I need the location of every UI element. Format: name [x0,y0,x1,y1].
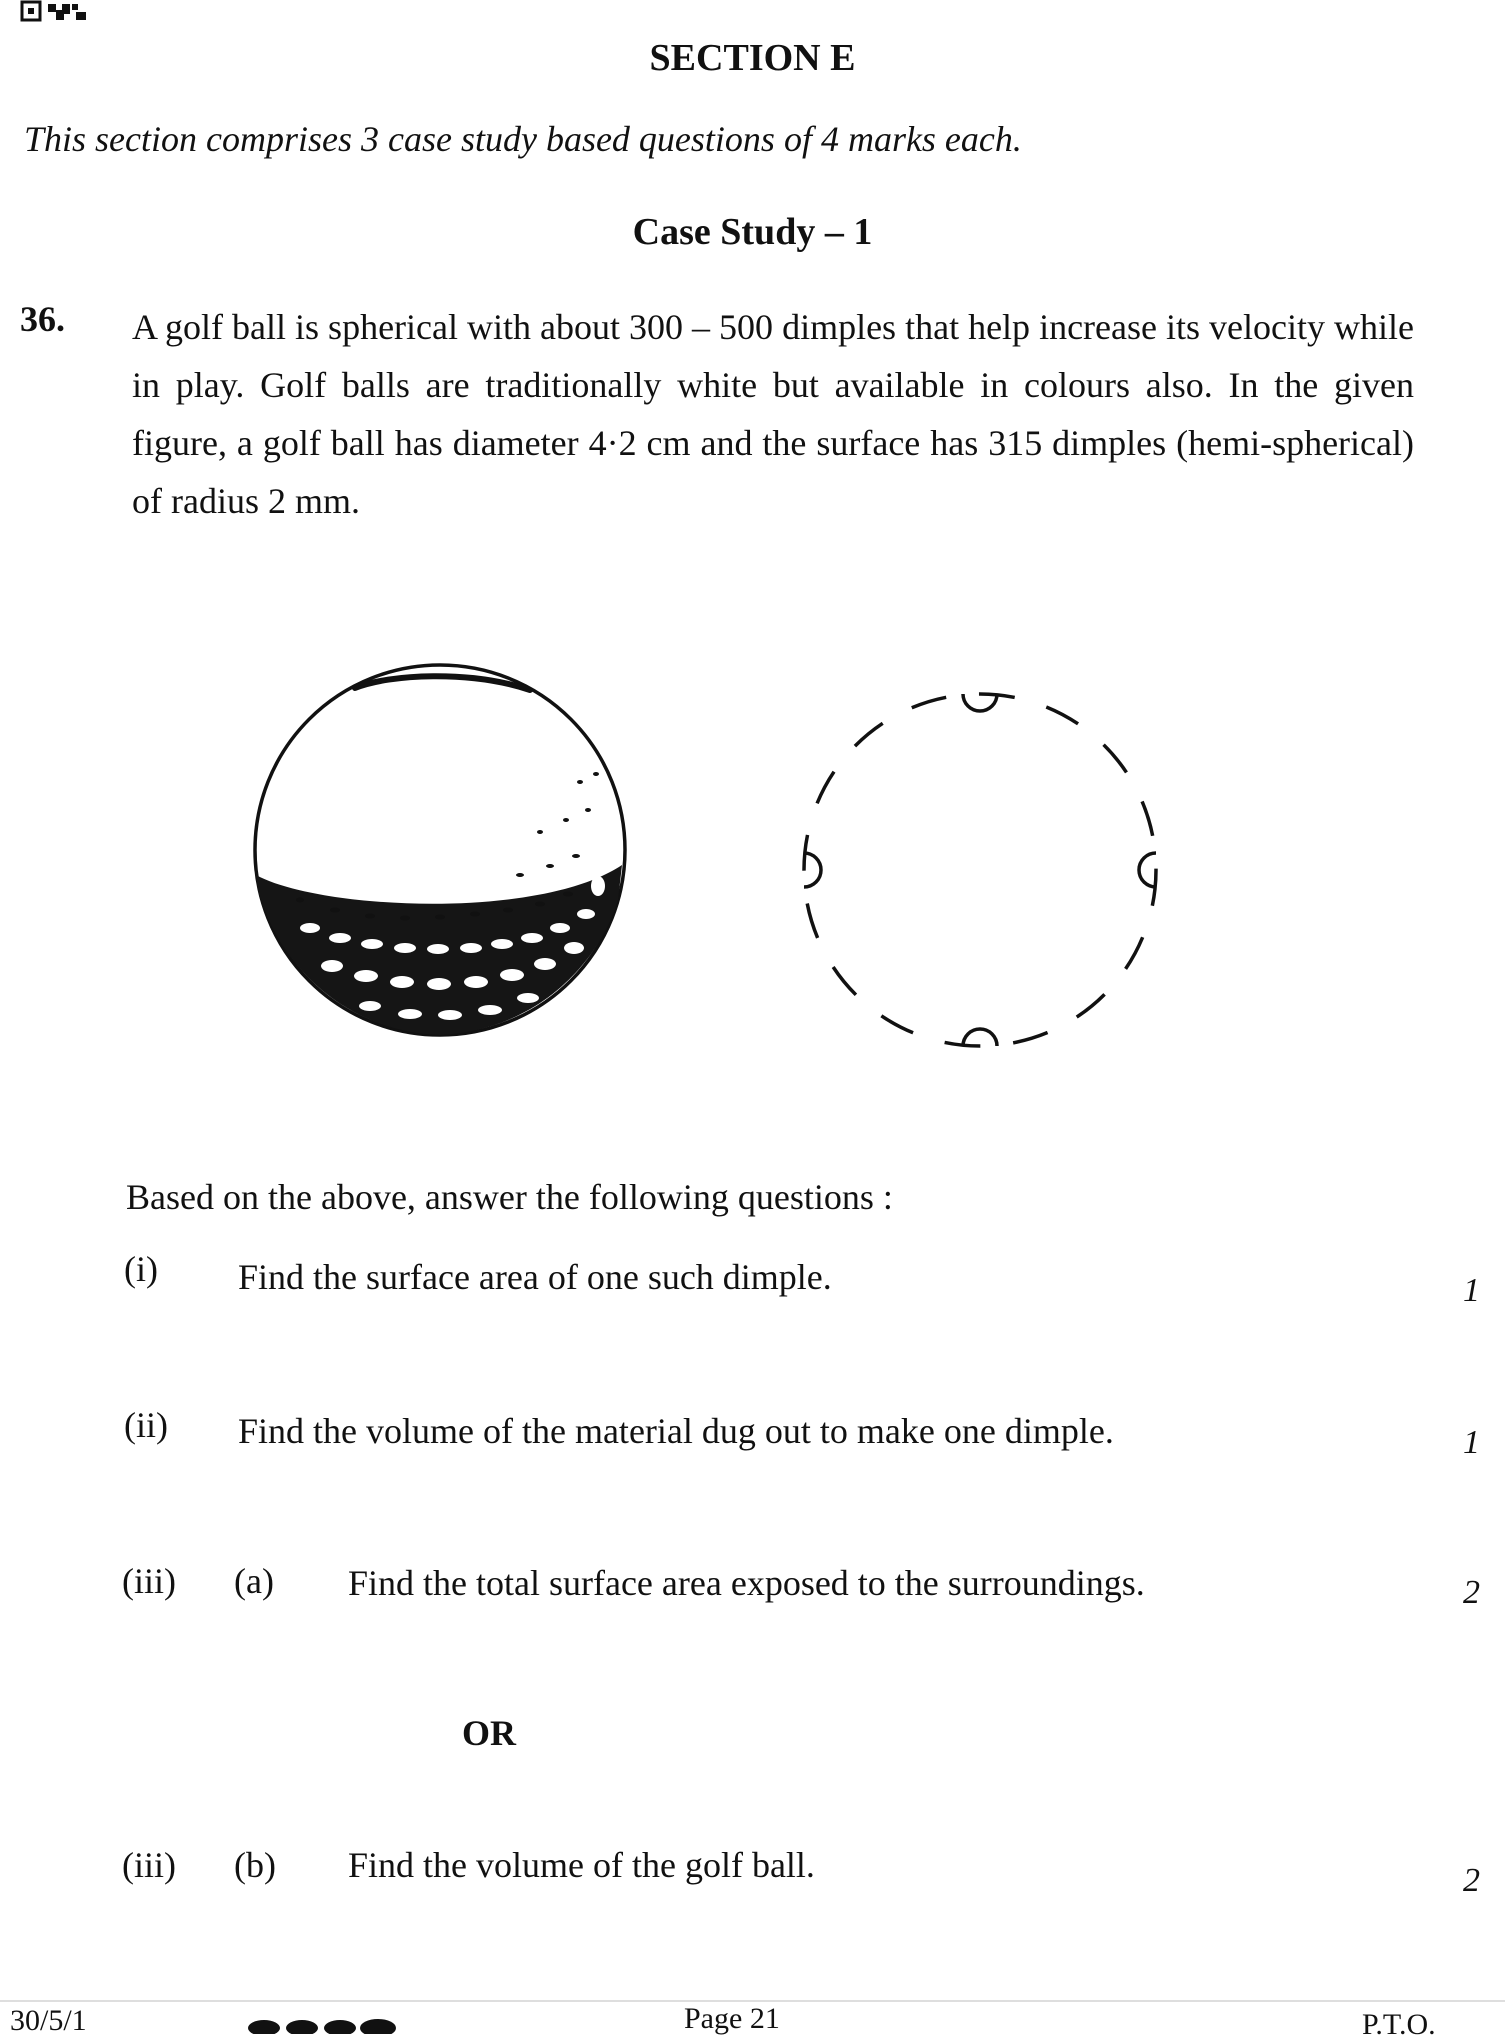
questions-lead: Based on the above, answer the following questions : [126,1177,893,1217]
q3a-marks: 2 [1463,1574,1480,1611]
case-study-paragraph: A golf ball is spherical with about 300 – 500 dimples that help increase its velocity while in play. Golf balls are traditionally white but available in colours also. In the given figure, a golf ball has diameter 4·2 cm and the surface has 315 dimples (hemi-spherical) of radius 2 mm. [132,307,1414,521]
page-number: Page 21 [684,2002,780,2035]
q1-marks: 1 [1463,1272,1480,1309]
q3a-text: Find the total surface area exposed to the surroundings. [348,1563,1145,1603]
barcode-dots-icon [244,2010,404,2034]
q1-label: (i) [124,1249,158,1289]
case-study-title: Case Study – 1 [632,211,873,253]
or-divider: OR [462,1713,516,1753]
q1-text: Find the surface area of one such dimple. [238,1257,832,1297]
qr-code-icon [20,0,90,22]
pto-label: P.T.O. [1362,2008,1436,2041]
section-title: SECTION E [649,37,856,79]
golf-ball-icon [255,665,625,1035]
paper-code: 30/5/1 [10,2004,87,2037]
q2-label: (ii) [124,1405,168,1445]
q2-marks: 1 [1463,1424,1480,1461]
q2-text: Find the volume of the material dug out to make one dimple. [238,1411,1114,1451]
q3b-sub: (b) [234,1845,276,1885]
question-number: 36. [20,299,65,339]
golf-ball-figure [240,660,1200,1110]
q3a-sub: (a) [234,1561,274,1601]
dimpled-cross-section-icon [804,694,1156,1046]
q3b-text: Find the volume of the golf ball. [348,1845,815,1885]
q3b-marks: 2 [1463,1862,1480,1899]
q3a-label: (iii) [122,1561,176,1601]
q3b-label: (iii) [122,1845,176,1885]
section-intro: This section comprises 3 case study based questions of 4 marks each. [24,119,1022,159]
